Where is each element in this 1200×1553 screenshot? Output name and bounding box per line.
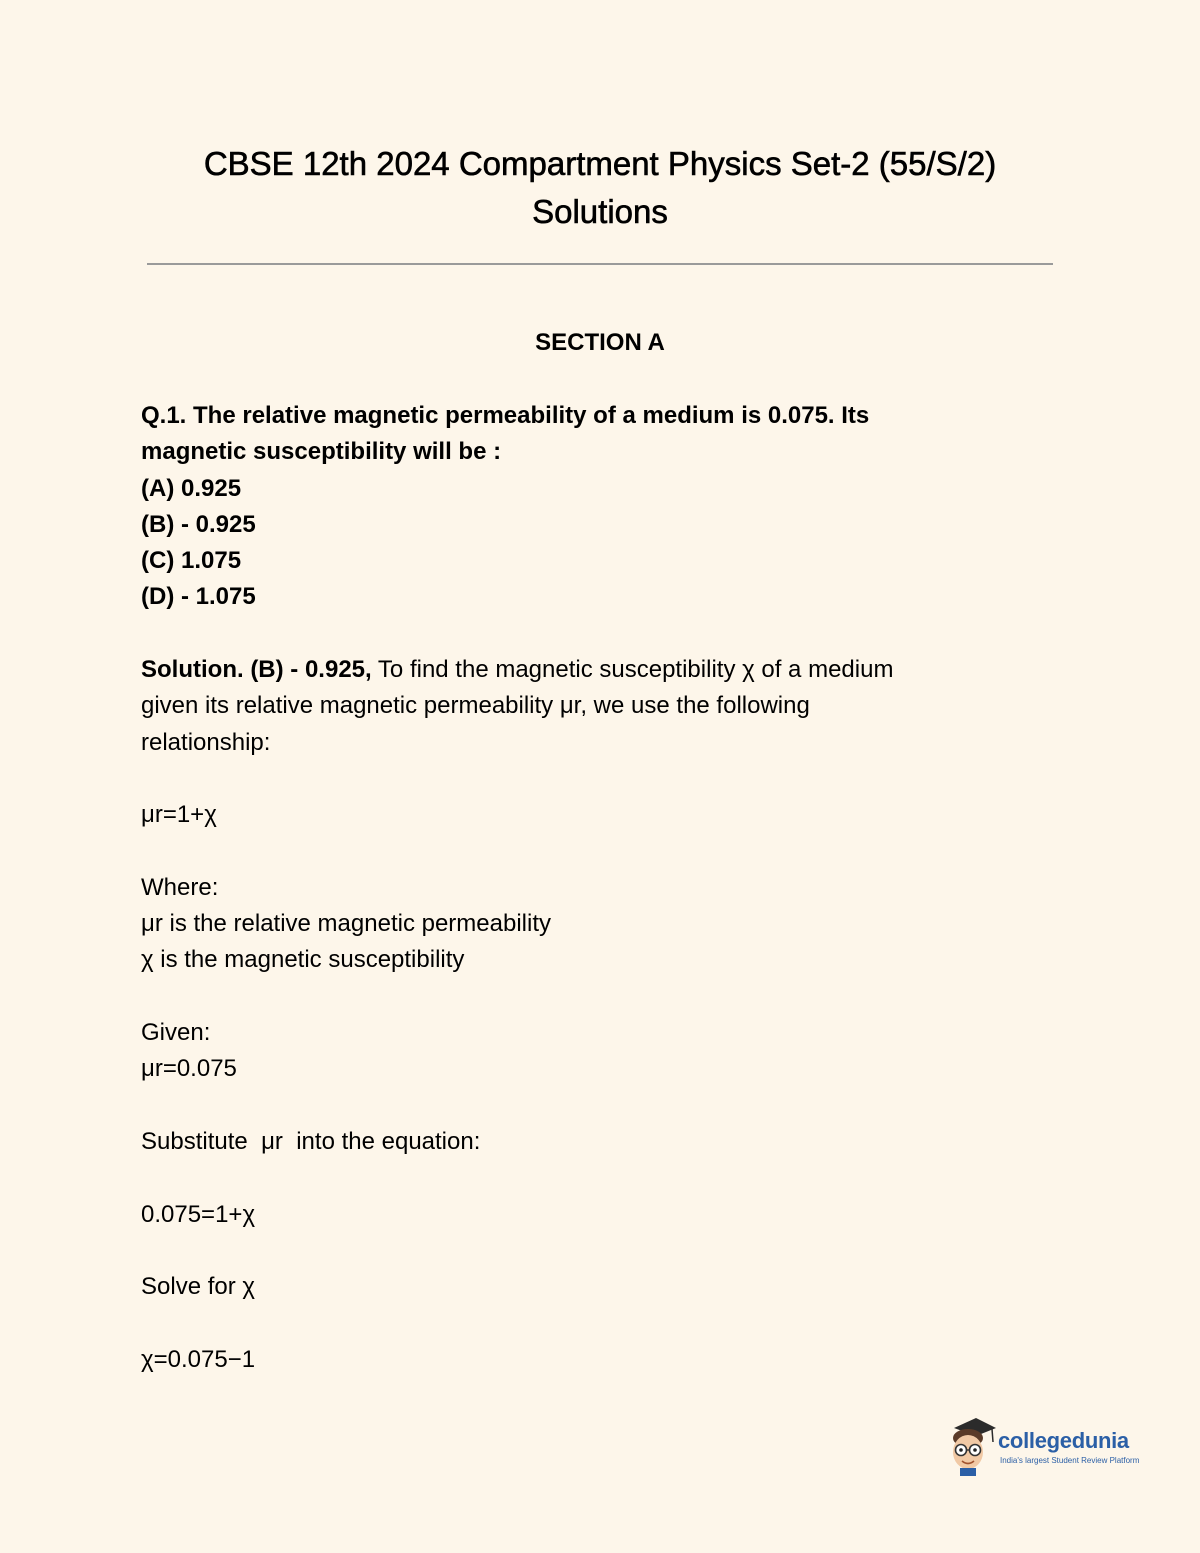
- where-item-2: χ is the magnetic susceptibility: [141, 946, 465, 974]
- question-line-2: magnetic susceptibility will be :: [141, 438, 502, 466]
- substituted-equation: 0.075=1+χ: [141, 1200, 256, 1228]
- option-d: (D) - 1.075: [141, 583, 256, 611]
- given-label: Given:: [141, 1019, 211, 1047]
- solution-label: Solution. (B) - 0.925,: [141, 656, 372, 684]
- title-line-1: CBSE 12th 2024 Compartment Physics Set-2 (55/S/2): [203, 145, 997, 182]
- where-item-1: μr is the relative magnetic permeability: [141, 910, 551, 938]
- document-title: [140, 140, 1060, 236]
- solution-intro-line-2: given its relative magnetic permeability μr, we use the following: [141, 692, 810, 720]
- solve-step: χ=0.075−1: [141, 1345, 256, 1373]
- collegedunia-logo: [946, 1414, 1146, 1476]
- option-c: (C) 1.075: [141, 547, 242, 575]
- section-heading: SECTION A: [535, 329, 665, 356]
- mascot-icon: [946, 1414, 998, 1476]
- substitute-text: Substitute μr into the equation:: [141, 1127, 481, 1155]
- where-label: Where:: [141, 873, 219, 901]
- solution-intro-line-1: [141, 652, 1041, 688]
- title-divider: [147, 263, 1053, 265]
- question-line-1: Q.1. The relative magnetic permeability of a medium is 0.075. Its: [141, 402, 870, 429]
- given-value: μr=0.075: [141, 1055, 237, 1083]
- title-line-2: Solutions: [532, 193, 668, 230]
- logo-tagline: India's largest Student Review Platform: [1000, 1456, 1140, 1465]
- option-a: (A) 0.925: [141, 474, 242, 502]
- option-b: (B) - 0.925: [141, 510, 256, 538]
- question-content: [141, 398, 1041, 1378]
- solution-intro-line-3: relationship:: [141, 728, 271, 756]
- formula: μr=1+χ: [141, 801, 217, 829]
- solve-for-text: Solve for χ: [141, 1273, 255, 1301]
- solution-intro-text: To find the magnetic susceptibility χ of a medium: [371, 656, 894, 684]
- logo-wordmark: collegedunia: [998, 1428, 1129, 1453]
